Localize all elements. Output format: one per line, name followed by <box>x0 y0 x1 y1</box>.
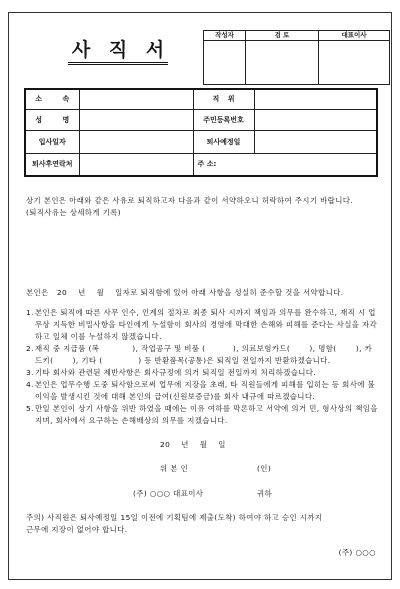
info-row-contact <box>25 153 377 176</box>
notice-line: 근무에 지장이 없어야 합니다. <box>26 525 128 534</box>
approval-sign-box-ceo <box>319 41 390 85</box>
pledge-item <box>26 367 378 379</box>
department-value-cell <box>79 89 193 109</box>
employee-info-table <box>24 88 378 177</box>
pledge-item-number: 4. <box>26 380 34 389</box>
pledge-item-number: 1. <box>26 308 34 317</box>
pledge-item <box>26 307 378 343</box>
name-value-cell <box>79 109 193 130</box>
document-body <box>26 195 381 559</box>
notice-line: 주의) 사직원은 퇴사예정일 15일 이전에 기획팀에 제출(도착) 하여야 하고 승인 시까지 <box>26 513 323 522</box>
resident-number-label: 주민등록번호 <box>193 109 254 130</box>
info-row-department <box>25 89 377 109</box>
document-title: 사 직 서 <box>68 40 168 65</box>
seal-mark: (인) <box>257 464 272 473</box>
pledge-item-number: 2. <box>26 344 34 353</box>
hire-date-label: 입사일자 <box>25 130 79 153</box>
name-label: 성 명 <box>25 109 79 130</box>
approval-header-writer: 작성자 <box>204 31 246 41</box>
pledge-item <box>26 343 378 367</box>
approval-sign-box-review <box>246 41 319 85</box>
info-row-name <box>25 109 377 130</box>
approval-header-row <box>204 31 390 41</box>
pledge-lead: 본인은 20 년 월 일자로 퇴직함에 있어 아래 사항을 성실히 준수할 것을 서약합니다. <box>26 288 344 297</box>
pledge-item-number: 3. <box>26 368 34 377</box>
signer-label: 위 본 인 <box>160 464 189 473</box>
position-label: 직 위 <box>193 89 254 109</box>
intro-statement: 상기 본인은 아래와 같은 사유로 퇴직하고자 다음과 같이 서약하오니 허락하여 주시기 바랍니다. <box>26 196 354 205</box>
planned-leave-date-label: 퇴사예정일 <box>193 130 254 153</box>
approval-header-review: 검 토 <box>246 31 319 41</box>
pledge-item-number: 5. <box>26 404 34 413</box>
pledge-item-text: 기타 회사와 관련된 제반사항은 회사규정에 의거 퇴직일 전일까지 처리하겠습니다. <box>35 368 317 377</box>
approval-box <box>203 30 390 85</box>
notice-block <box>26 512 378 536</box>
signature-date: 20 년 월 일 <box>160 440 226 449</box>
resident-number-value-cell <box>254 109 377 130</box>
post-leave-contact-value-cell <box>79 153 193 176</box>
approval-header-ceo: 대표이사 <box>319 31 390 41</box>
footer-company: (주) ○○○ <box>338 548 376 557</box>
info-row-dates <box>25 130 377 153</box>
pledge-item-text: 본인은 업무수행 도중 퇴사함으로써 업무에 지장을 초래, 타 직원들에게 피해를 입히는 등 회사에 불이익을 발생시킨 것에 대해 본인의 급여(신원보증금)를 회사 내규에 따르겠습니다. <box>35 380 376 401</box>
department-label: 소 속 <box>25 89 79 109</box>
position-value-cell <box>254 89 377 109</box>
reason-note: (퇴직사유는 상세하게 기록) <box>26 208 121 217</box>
recipient-company: (주) ○○○ 대표이사 <box>133 489 204 498</box>
pledge-list <box>26 307 381 427</box>
planned-leave-date-value-cell <box>254 130 377 153</box>
pledge-item <box>26 379 378 403</box>
address-label: 주 소: <box>193 153 377 176</box>
pledge-item-text: 재직 중 지급품 (복 ), 작업공구 및 비품 ( ), 의료보험카드( ), 명함( ), 카드키( ), 기타 ( ) 등 반환품목(공통)은 퇴직일 전일까지 반환하겠습니다. <box>35 344 373 365</box>
signer-row <box>26 463 378 475</box>
pledge-item-text: 본인은 퇴직에 따른 사무 인수, 인계의 절차로 최종 퇴사 시까지 책임과 의무를 완수하고, 재직 시 업무상 지득한 비밀사항을 타인에게 누설함이 회사의 경영에 막대한 손해와 피해를 준다는 사실을 자각하고 일체 이를 누설하지 않겠습니다. <box>35 308 378 341</box>
pledge-item <box>26 403 381 427</box>
pledge-item-text: 만일 본인이 상기 사항을 위반 하였을 때에는 이유 여하를 막론하고 서약에 의거 민, 형사상의 책임을 지며, 회사에서 요구하는 손해배상의 의무를 지겠습니다. <box>35 404 381 425</box>
recipient-honorific: 귀하 <box>257 489 273 498</box>
hire-date-value-cell <box>79 130 193 153</box>
approval-sign-box-writer <box>204 41 246 85</box>
recipient-row <box>26 488 378 500</box>
post-leave-contact-label: 퇴사후연락처 <box>25 153 79 176</box>
approval-sign-row <box>204 41 390 85</box>
